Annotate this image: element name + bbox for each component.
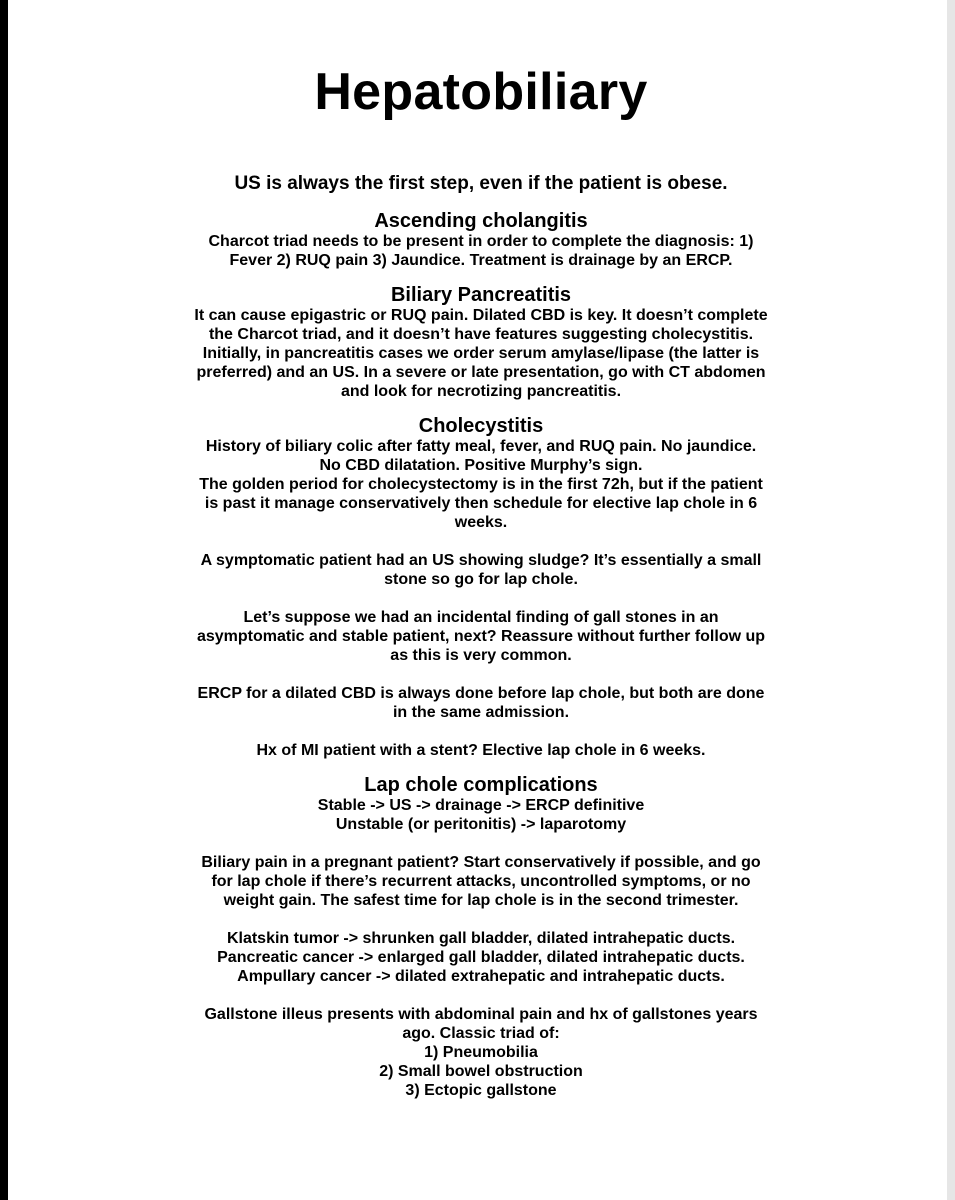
incidental-gallstones-text: [158, 608, 804, 665]
text-line: in the same admission.: [392, 704, 570, 721]
lap-chole-complications-text: [158, 796, 804, 834]
heading-ascending-cholangitis: Ascending cholangitis: [374, 210, 588, 232]
text-line: Fever 2) RUQ pain 3) Jaundice. Treatment is drainage by an ERCP.: [229, 252, 733, 269]
tumors-text: [158, 929, 804, 986]
lead-statement: US is always the first step, even if the patient is obese.: [234, 173, 728, 194]
text-line: History of biliary colic after fatty meal, fever, and RUQ pain. No jaundice.: [205, 438, 757, 455]
gallstone-ileus-text: [158, 1005, 804, 1100]
text-line: for lap chole if there’s recurrent attacks, uncontrolled symptoms, or no: [211, 873, 751, 890]
left-page-edge: [0, 0, 8, 1200]
text-line: 1) Pneumobilia: [424, 1044, 538, 1061]
heading-biliary-pancreatitis: Biliary Pancreatitis: [390, 284, 572, 306]
text-line: Charcot triad needs to be present in order to complete the diagnosis: 1): [208, 233, 754, 250]
sludge-text: [158, 551, 804, 589]
text-line: Gallstone illeus presents with abdominal pain and hx of gallstones years: [204, 1006, 758, 1023]
text-line: Klatskin tumor -> shrunken gall bladder, dilated intrahepatic ducts.: [226, 930, 736, 947]
heading-lap-chole-complications: Lap chole complications: [364, 774, 598, 796]
pregnancy-text: [158, 853, 804, 910]
text-line: stone so go for lap chole.: [384, 571, 578, 588]
text-line: Ampullary cancer -> dilated extrahepatic and intrahepatic ducts.: [237, 968, 725, 985]
text-line: Unstable (or peritonitis) -> laparotomy: [335, 816, 627, 833]
document-page: [8, 0, 947, 1200]
text-line: as this is very common.: [390, 647, 572, 664]
right-page-edge: [947, 0, 955, 1200]
text-line: asymptomatic and stable patient, next? Reassure without further follow up: [196, 628, 766, 645]
text-line: Initially, in pancreatitis cases we order serum amylase/lipase (the latter is: [202, 345, 760, 362]
text-line: No CBD dilatation. Positive Murphy’s sign.: [319, 457, 643, 474]
text-line: It can cause epigastric or RUQ pain. Dilated CBD is key. It doesn’t complete: [194, 307, 768, 324]
text-line: ago. Classic triad of:: [402, 1025, 560, 1042]
mi-stent-text: [158, 741, 804, 760]
text-line: A symptomatic patient had an US showing sludge? It’s essentially a small: [200, 552, 762, 569]
text-line: weeks.: [454, 514, 508, 531]
text-line: 3) Ectopic gallstone: [405, 1082, 557, 1099]
text-line: 2) Small bowel obstruction: [379, 1063, 583, 1080]
cholecystitis-text: [158, 437, 804, 532]
ascending-cholangitis-text: [158, 232, 804, 270]
text-line: Stable -> US -> drainage -> ERCP definitive: [317, 797, 645, 814]
text-line: preferred) and an US. In a severe or late presentation, go with CT abdomen: [196, 364, 766, 381]
text-line: Let’s suppose we had an incidental finding of gall stones in an: [243, 609, 719, 626]
text-line: Biliary pain in a pregnant patient? Start conservatively if possible, and go: [201, 854, 761, 871]
text-line: The golden period for cholecystectomy is in the first 72h, but if the patient: [199, 476, 763, 493]
text-line: and look for necrotizing pancreatitis.: [340, 383, 622, 400]
text-line: the Charcot triad, and it doesn’t have features suggesting cholecystitis.: [208, 326, 754, 343]
document-content: [158, 56, 804, 1100]
text-line: Hx of MI patient with a stent? Elective lap chole in 6 weeks.: [256, 742, 706, 759]
text-line: is past it manage conservatively then schedule for elective lap chole in 6: [204, 495, 758, 512]
heading-cholecystitis: Cholecystitis: [418, 415, 544, 437]
text-line: weight gain. The safest time for lap chole is in the second trimester.: [223, 892, 739, 909]
text-line: ERCP for a dilated CBD is always done before lap chole, but both are done: [197, 685, 765, 702]
page-title: Hepatobiliary: [314, 63, 648, 121]
text-line: Pancreatic cancer -> enlarged gall bladder, dilated intrahepatic ducts.: [217, 949, 745, 966]
ercp-text: [158, 684, 804, 722]
biliary-pancreatitis-text: [158, 306, 804, 401]
